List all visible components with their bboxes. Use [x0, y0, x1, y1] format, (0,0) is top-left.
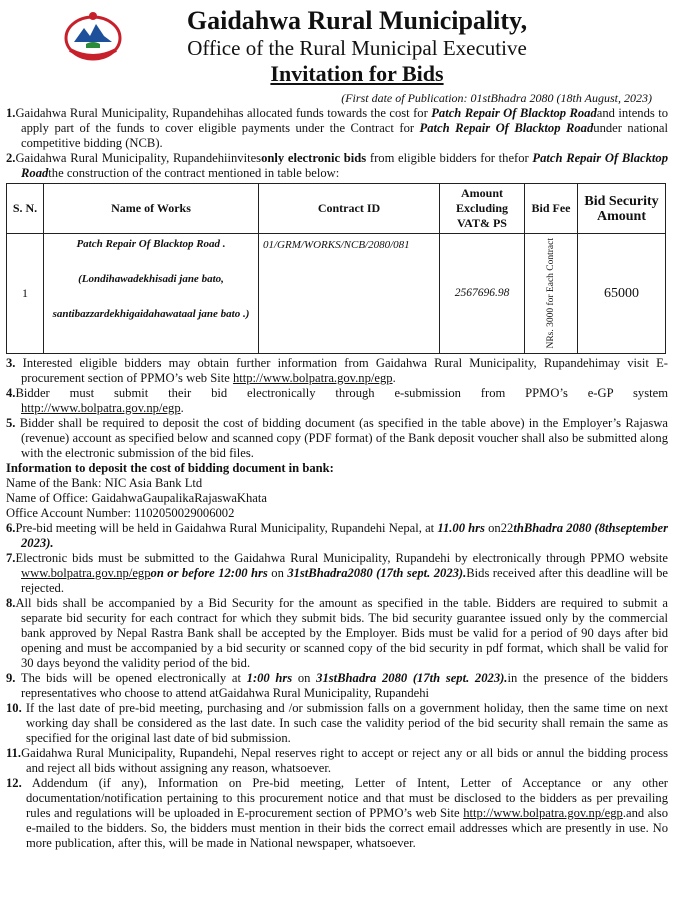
- clause-2: 2.Gaidahwa Rural Municipality, Rupandehiinvitesonly electronic bids from eligible bidders for thefor Patch Repair Of Blacktop Roadthe construction of the contract mentioned in table below:: [6, 151, 669, 180]
- publication-date: (First date of Publication: 01stBhadra 2080 (18th August, 2023): [341, 91, 652, 105]
- cell-bid-security: 65000: [578, 234, 666, 354]
- th-name-of-works: Name of Works: [44, 184, 259, 234]
- bank-name: Name of the Bank: NIC Asia Bank Ltd: [6, 475, 203, 490]
- th-amount: Amount Excluding VAT& PS: [440, 184, 525, 234]
- clause-6: 6.Pre-bid meeting will be held in Gaidahwa Rural Municipality, Rupandehi Nepal, at 11.00 hrs on22thBhadra 2080 (8thseptember 2023).: [6, 520, 668, 550]
- clause-7: 7.Electronic bids must be submitted to the Gaidahwa Rural Municipality, Rupandehi by electronically through PPMO website www.bolpatra.gov.np/egpon or before 12:00 hrs on 31stBhadra2080 (17th sept. 2023).Bids received after this deadline will be rejected.: [6, 550, 669, 595]
- clause-1: 1.Gaidahwa Rural Municipality, Rupandehihas allocated funds towards the cost for Patch Repair Of Blacktop Roadand intends to apply part of the funds to cover eligible payments under the Contract for Patch Repair Of Blacktop Roadunder national competitive bidding (NCB).: [6, 106, 669, 150]
- notice-body: [6, 106, 668, 851]
- th-bid-fee: Bid Fee: [525, 184, 578, 234]
- clause-8: 8.All bids shall be accompanied by a Bid Security for the amount as specified in the table. Bidders are required to submit a separate bid security for each contract for which they submit bids. The bid security guarantee issued only by the commercial bank approved by Nepal Rastra Bank shall be accepted by the Employer. Bids must be valid for a period of 90 days after bid opening and must be accompanied by a bid security or scanned copy of the bid security in pdf format, which shall be valid for 30 days beyond the validity period of the bid.: [6, 595, 668, 670]
- office-subtitle: Office of the Rural Municipal Executive: [187, 36, 527, 60]
- table-row: [7, 234, 666, 354]
- notice-heading: Invitation for Bids: [270, 61, 444, 86]
- bolpatra-link-3[interactable]: http://www.bolpatra.gov.np/egp: [463, 805, 623, 820]
- clause-4: 4.Bidder must submit their bid electronically through e-submission from PPMO’s e-GP system: [6, 385, 668, 400]
- clause-5: 5. Bidder shall be required to deposit the cost of bidding document (as specified in the table above) in the Employer’s Rajaswa (revenue) account as specified below and scanned copy (PDF format) of the Bank deposit voucher shall also be submitted along with the electronic submission of the bid files.: [6, 415, 668, 460]
- nepal-emblem-icon: [60, 10, 126, 62]
- cell-amount: 2567696.98: [440, 234, 525, 354]
- header: [6, 6, 668, 105]
- municipality-title: Gaidahwa Rural Municipality,: [186, 6, 528, 35]
- works-table: [6, 183, 666, 354]
- clause-11: 11.Gaidahwa Rural Municipality, Rupandehi, Nepal reserves right to accept or reject any or all bids or annul the bidding process and reject all bids without assigning any reason, whatsoever.: [6, 745, 668, 775]
- cell-name-of-works: Patch Repair Of Blacktop Road . (Londihawadekhisadi jane bato, santibazzardekhigaidahawataal jane bato .): [44, 234, 259, 354]
- cell-contract-id: 01/GRM/WORKS/NCB/2080/081: [259, 234, 440, 354]
- th-contract-id: Contract ID: [259, 184, 440, 234]
- office-name: Name of Office: GaidahwaGaupalikaRajaswaKhata: [6, 490, 267, 505]
- bolpatra-link[interactable]: http://www.bolpatra.gov.np/egp: [232, 370, 393, 385]
- th-bid-security: Bid Security Amount: [578, 184, 666, 234]
- clause-10: 10. If the last date of pre-bid meeting, purchasing and /or submission falls on a government holiday, then the same time on next working day shall be considered as the last date. In such case the validity period of the bid security shall remain the same as specified for the original last date of bid submission.: [6, 700, 668, 745]
- bolpatra-link-2[interactable]: www.bolpatra.gov.np/egp: [21, 565, 151, 580]
- clause-4-link: http://www.bolpatra.gov.np/egp.: [21, 400, 184, 415]
- th-sn: S. N.: [7, 184, 44, 234]
- clause-3: 3. Interested eligible bidders may obtain further information from Gaidahwa Rural Municipality, Rupandehimay visit E-procurement section of PPMO’s web Site http://www.bolpatra.gov.np/egp.: [6, 355, 668, 385]
- account-number: Office Account Number: 1102050029006002: [6, 505, 235, 520]
- egp-link[interactable]: http://www.bolpatra.gov.np/egp: [21, 400, 181, 415]
- clause-9: 9. The bids will be opened electronically at 1:00 hrs on 31stBhadra 2080 (17th sept. 2023).in the presence of the bidders representatives who choose to attend atGaidahwa Rural Municipality, Rupandehi: [6, 670, 669, 700]
- table-header-row: [7, 184, 666, 234]
- cell-sn: 1: [7, 234, 44, 354]
- cell-bid-fee: NRs. 3000 for Each Contract: [525, 234, 578, 354]
- clause-12: 12. Addendum (if any), Information on Pre-bid meeting, Letter of Intent, Letter of Acceptance or any other documentation/notification pertaining to this procurement notice and that must be disclosed to the bidders as per prevailing rules and regulations will be uploaded in E-procurement section of PPMO’s web Site http://www.bolpatra.gov.np/egp.and also e-mailed to the bidders. So, the bidders must mention in their bids the correct email addresses which are presently in use. No more publication, after this, will be made in National newspaper, whatsoever.: [6, 775, 668, 850]
- deposit-heading: Information to deposit the cost of bidding document in bank:: [6, 460, 334, 475]
